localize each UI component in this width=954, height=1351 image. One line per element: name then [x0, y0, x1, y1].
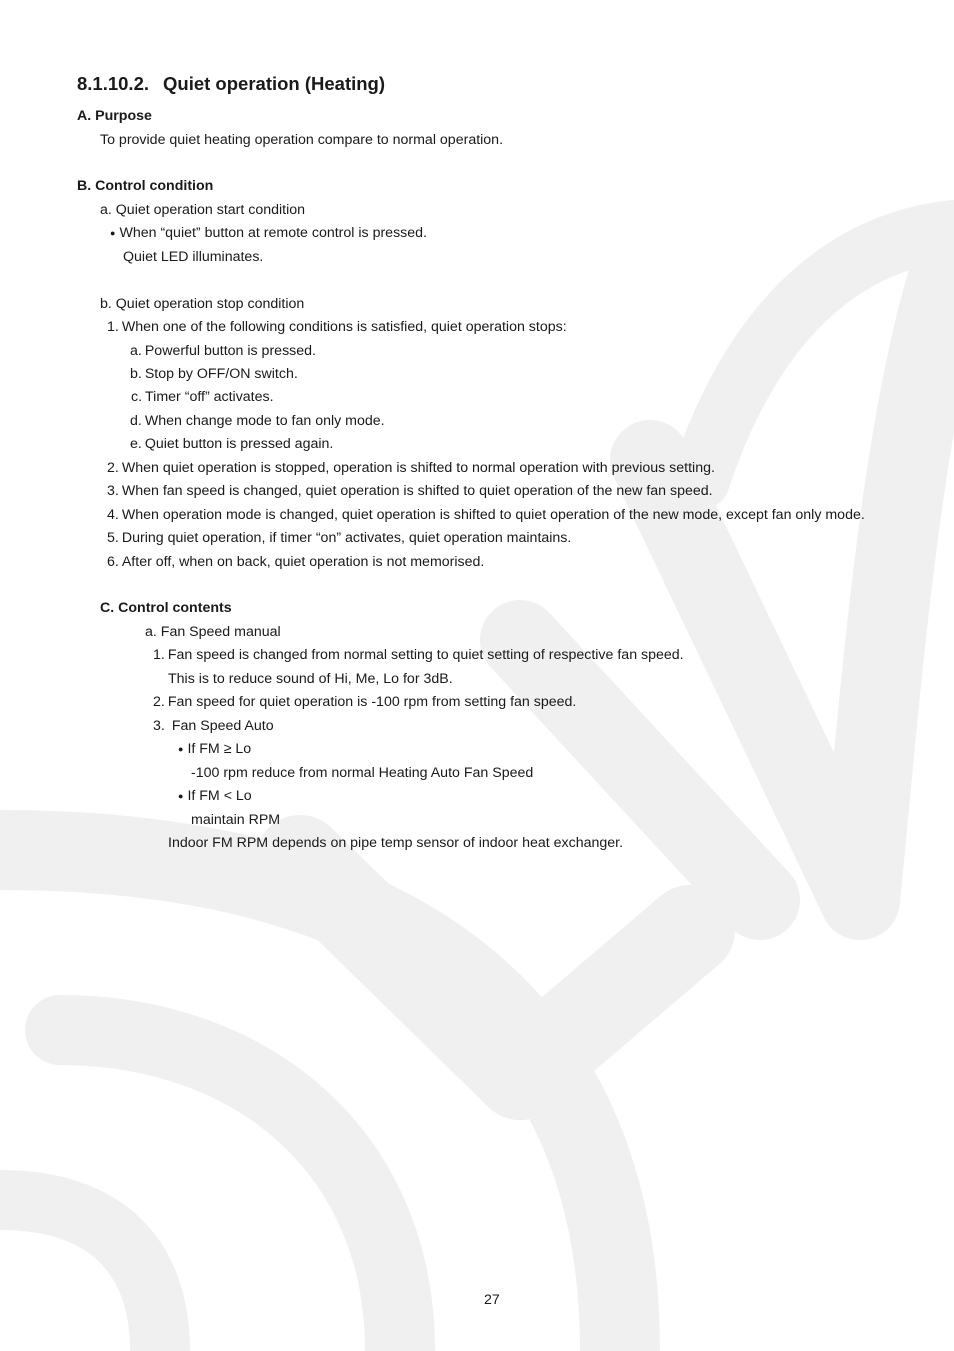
- list-letter: c.: [131, 389, 143, 405]
- stop-subitem-e: [130, 435, 333, 453]
- list-item-text: When quiet operation is stopped, operation is shifted to normal operation with previous setting.: [121, 460, 715, 476]
- list-letter: a.: [130, 343, 142, 359]
- list-item-text: Stop by OFF/ON switch.: [144, 366, 298, 382]
- page-number: 27: [484, 1292, 500, 1308]
- purpose-text: To provide quiet heating operation compare to normal operation.: [100, 132, 504, 148]
- list-number: 4.: [107, 507, 119, 523]
- contents-item-3: [153, 717, 274, 735]
- stop-item-6: [107, 553, 484, 571]
- list-number: 2.: [107, 460, 119, 476]
- list-number: 5.: [107, 530, 119, 546]
- stop-item-1: [107, 318, 567, 336]
- list-item-text: Quiet button is pressed again.: [144, 436, 334, 452]
- list-letter: b.: [130, 366, 142, 382]
- auto-bullet-1: [178, 740, 251, 758]
- list-number: 1.: [153, 647, 165, 663]
- list-item-text: When fan speed is changed, quiet operation is shifted to quiet operation of the new fan speed.: [121, 483, 713, 499]
- stop-condition-title: b. Quiet operation stop condition: [100, 296, 305, 312]
- stop-subitem-d: [130, 412, 385, 430]
- list-item-text: During quiet operation, if timer “on” activates, quiet operation maintains.: [121, 530, 572, 546]
- stop-item-3: [107, 482, 713, 500]
- list-item-text: Timer “off” activates.: [145, 389, 274, 405]
- list-item-text: Fan speed for quiet operation is -100 rpm from setting fan speed.: [167, 694, 577, 710]
- list-item-text: When operation mode is changed, quiet operation is shifted to quiet operation of the new mode, except fan only mode.: [121, 507, 865, 523]
- list-number: 2.: [153, 694, 165, 710]
- start-condition-bullet: [110, 224, 427, 242]
- stop-subitem-a: [130, 342, 316, 360]
- control-contents-heading: C. Control contents: [100, 600, 232, 616]
- section-number: 8.1.10.2.: [77, 73, 150, 94]
- contents-item-1-cont: This is to reduce sound of Hi, Me, Lo for 3dB.: [168, 671, 453, 687]
- list-number: 1.: [107, 319, 119, 335]
- list-item-text: Fan speed is changed from normal setting to quiet setting of respective fan speed.: [167, 647, 684, 663]
- contents-item-2: [153, 693, 576, 711]
- auto-bullet-2: [178, 787, 252, 805]
- list-item-text: After off, when on back, quiet operation is not memorised.: [121, 554, 485, 570]
- list-number: 3.: [107, 483, 119, 499]
- stop-subitem-c: [131, 388, 274, 406]
- contents-item-1: [153, 646, 684, 664]
- auto-bullet-2-cont: maintain RPM: [191, 812, 281, 828]
- stop-subitem-b: [130, 365, 298, 383]
- list-number: 3.: [153, 718, 165, 734]
- auto-bullet-1-cont: -100 rpm reduce from normal Heating Auto Fan Speed: [191, 765, 534, 781]
- list-letter: e.: [130, 436, 142, 452]
- list-item-text: When one of the following conditions is satisfied, quiet operation stops:: [121, 319, 567, 335]
- list-letter: d.: [130, 413, 142, 429]
- list-item-text: If FM ≥ Lo: [187, 741, 252, 757]
- section-heading: [77, 75, 385, 93]
- stop-item-4: [107, 506, 865, 524]
- list-item-text: If FM < Lo: [187, 788, 252, 804]
- auto-note: Indoor FM RPM depends on pipe temp sensor of indoor heat exchanger.: [168, 835, 624, 851]
- list-item-text: When “quiet” button at remote control is pressed.: [119, 225, 427, 241]
- start-condition-title: a. Quiet operation start condition: [100, 202, 306, 218]
- bullet-icon: ●: [110, 228, 116, 238]
- section-title: Quiet operation (Heating): [163, 73, 386, 94]
- purpose-heading: A. Purpose: [77, 108, 152, 124]
- stop-item-5: [107, 529, 571, 547]
- start-condition-bullet-cont: Quiet LED illuminates.: [123, 249, 264, 265]
- list-item-text: Powerful button is pressed.: [144, 343, 316, 359]
- fan-speed-manual-title: a. Fan Speed manual: [145, 624, 281, 640]
- stop-item-2: [107, 459, 715, 477]
- bullet-icon: ●: [178, 744, 184, 754]
- list-item-text: Fan Speed Auto: [171, 718, 274, 734]
- control-condition-heading: B. Control condition: [77, 178, 214, 194]
- list-item-text: When change mode to fan only mode.: [144, 413, 385, 429]
- list-number: 6.: [107, 554, 119, 570]
- bullet-icon: ●: [178, 791, 184, 801]
